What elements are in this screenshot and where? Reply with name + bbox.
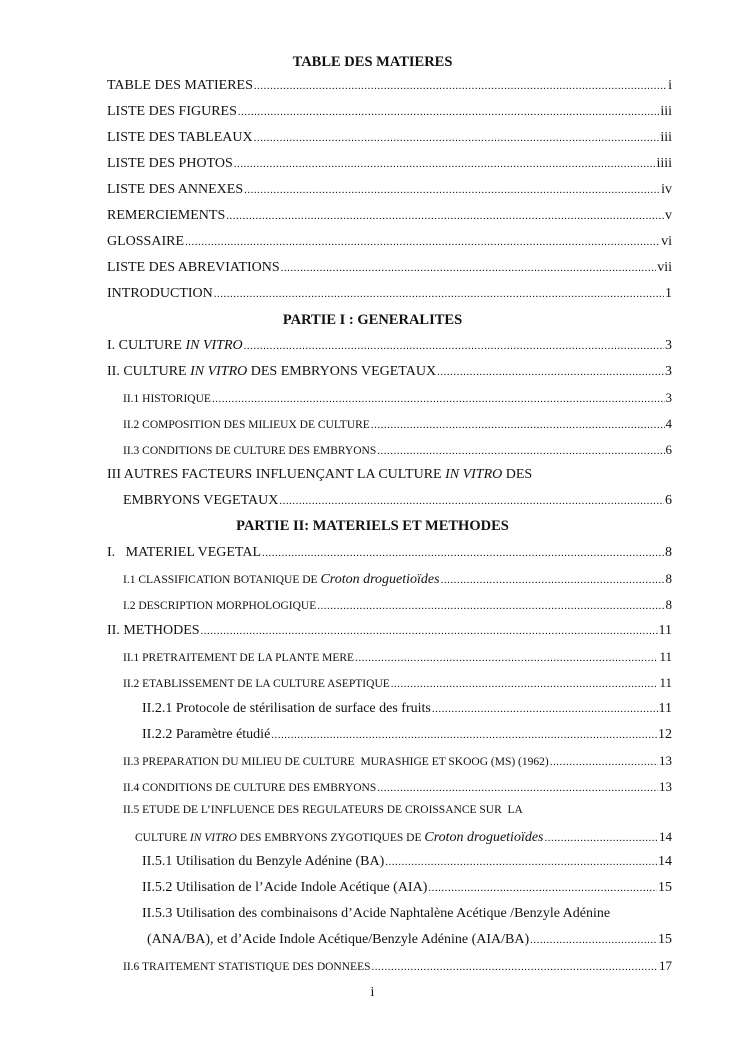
toc-entry-page: 14 xyxy=(659,829,672,844)
toc-entry[interactable] xyxy=(135,829,672,847)
dot-leader xyxy=(185,234,660,250)
toc-entry[interactable] xyxy=(123,779,672,797)
toc-entry-page: 17 xyxy=(659,958,672,973)
toc-entry[interactable] xyxy=(123,416,672,434)
toc-entry-title: REMERCIEMENTS xyxy=(107,208,226,223)
toc-entry-page: 13 xyxy=(659,779,672,794)
dot-leader xyxy=(254,130,660,146)
toc-entry[interactable] xyxy=(107,234,672,252)
toc-entry[interactable] xyxy=(142,727,672,745)
dot-leader xyxy=(385,854,657,870)
toc-entry[interactable] xyxy=(107,182,672,200)
toc-entry-title: LISTE DES FIGURES xyxy=(107,104,237,119)
page-number-footer: i xyxy=(370,985,375,1000)
toc-entry-title: II.4 CONDITIONS DE CULTURE DES EMBRYONS xyxy=(123,782,377,794)
toc-entry-page: 12 xyxy=(658,727,672,742)
dot-leader xyxy=(271,727,657,743)
toc-entry-page: i xyxy=(668,78,672,93)
toc-entry-title: I. MATERIEL VEGETAL xyxy=(107,545,262,560)
toc-entry[interactable] xyxy=(107,338,672,356)
toc-entry[interactable] xyxy=(123,958,672,976)
toc-entry-title: (ANA/BA), et d’Acide Indole Acétique/Benzyle Adénine (AIA/BA) xyxy=(147,932,530,947)
toc-entry-title: II.5.2 Utilisation de l’Acide Indole Acétique (AIA) xyxy=(142,880,428,895)
toc-entry[interactable] xyxy=(107,545,672,563)
toc-entry[interactable] xyxy=(123,675,672,693)
part-heading: PARTIE I : GENERALITES xyxy=(282,312,463,328)
toc-entry[interactable] xyxy=(123,493,672,511)
toc-entry-page: 1 xyxy=(665,286,672,301)
toc-entry[interactable] xyxy=(107,130,672,148)
dot-leader xyxy=(234,156,656,172)
toc-entry[interactable] xyxy=(147,932,672,950)
page-title: TABLE DES MATIERES xyxy=(292,54,453,70)
toc-entry-title: II.2 ETABLISSEMENT DE LA CULTURE ASEPTIQUE xyxy=(123,678,390,690)
toc-entry-title: II.1 PRETRAITEMENT DE LA PLANTE MERE xyxy=(123,652,355,664)
toc-entry-page: 15 xyxy=(658,880,672,895)
dot-leader xyxy=(226,208,664,224)
dot-leader xyxy=(437,364,664,380)
toc-entry-page: iiii xyxy=(656,156,672,171)
toc-entry-page: 11 xyxy=(658,623,672,638)
toc-entry[interactable] xyxy=(142,854,672,872)
toc-entry[interactable] xyxy=(107,208,672,226)
toc-entry-title: II.5.1 Utilisation du Benzyle Adénine (BA) xyxy=(142,854,385,869)
toc-entry-title: CULTURE IN VITRO DES EMBRYONS ZYGOTIQUES DE Croton droguetioïdes xyxy=(135,830,544,845)
toc-entry[interactable] xyxy=(142,880,672,898)
toc-entry-title-line[interactable]: III AUTRES FACTEURS INFLUENÇANT LA CULTURE IN VITRO DES xyxy=(107,467,533,482)
toc-entry-title: I. CULTURE IN VITRO xyxy=(107,338,243,353)
toc-entry-page: 6 xyxy=(665,442,672,457)
dot-leader xyxy=(244,338,664,354)
toc-entry-title: II.3 PREPARATION DU MILIEU DE CULTURE MURASHIGE ET SKOOG (MS) (1962) xyxy=(123,756,549,768)
part-heading: PARTIE II: MATERIELS ET METHODES xyxy=(236,518,509,534)
dot-leader xyxy=(281,260,657,276)
dot-leader xyxy=(262,545,664,561)
dot-leader xyxy=(428,880,657,896)
toc-entry[interactable] xyxy=(123,649,672,667)
dot-leader xyxy=(432,701,658,717)
toc-entry-title: TABLE DES MATIERES xyxy=(107,78,253,93)
dot-leader xyxy=(550,756,658,768)
toc-entry[interactable] xyxy=(123,571,672,589)
dot-leader xyxy=(372,961,659,973)
toc-entry[interactable] xyxy=(123,597,672,615)
toc-entry-title: LISTE DES ABREVIATIONS xyxy=(107,260,280,275)
toc-entry[interactable] xyxy=(107,78,672,96)
toc-entry-title: I.2 DESCRIPTION MORPHOLOGIQUE xyxy=(123,600,317,612)
toc-entry-page: 3 xyxy=(665,364,672,379)
toc-entry[interactable] xyxy=(107,156,672,174)
toc-entry-page: 8 xyxy=(665,597,672,612)
dot-leader xyxy=(279,493,664,509)
toc-entry-title: II.2 COMPOSITION DES MILIEUX DE CULTURE xyxy=(123,419,370,431)
dot-leader xyxy=(244,182,660,198)
toc-entry-page: 14 xyxy=(658,854,672,869)
toc-entry-title: II.6 TRAITEMENT STATISTIQUE DES DONNEES xyxy=(123,961,371,973)
dot-leader xyxy=(355,652,658,664)
toc-entry-title: II. CULTURE IN VITRO DES EMBRYONS VEGETAUX xyxy=(107,364,437,379)
dot-leader xyxy=(391,678,659,690)
toc-entry-page: 11 xyxy=(658,701,672,716)
toc-entry-title: EMBRYONS VEGETAUX xyxy=(123,493,279,508)
dot-leader xyxy=(214,286,664,302)
toc-entry-page: 8 xyxy=(665,545,672,560)
toc-entry-page: 15 xyxy=(658,932,672,947)
toc-entry-page: iv xyxy=(661,182,672,197)
toc-entry-title: LISTE DES PHOTOS xyxy=(107,156,233,171)
toc-entry-page: 3 xyxy=(665,338,672,353)
toc-entry-title: LISTE DES TABLEAUX xyxy=(107,130,253,145)
toc-entry-title: II. METHODES xyxy=(107,623,200,638)
toc-entry-title: II.1 HISTORIQUE xyxy=(123,393,211,405)
dot-leader xyxy=(530,932,657,948)
toc-entry[interactable] xyxy=(142,701,672,719)
toc-entry-page: 8 xyxy=(665,571,672,586)
toc-entry-title: LISTE DES ANNEXES xyxy=(107,182,244,197)
toc-entry-page: 6 xyxy=(665,493,672,508)
toc-entry-title: I.1 CLASSIFICATION BOTANIQUE DE Croton droguetioïdes xyxy=(123,572,440,587)
dot-leader xyxy=(254,78,667,94)
toc-entry[interactable] xyxy=(107,286,672,304)
dot-leader xyxy=(377,782,658,794)
toc-entry[interactable] xyxy=(107,104,672,122)
toc-entry-page: 3 xyxy=(665,390,672,405)
dot-leader xyxy=(545,832,659,844)
dot-leader xyxy=(212,393,665,405)
toc-entry[interactable] xyxy=(123,753,672,771)
toc-entry[interactable] xyxy=(107,260,672,278)
toc-entry-page: 11 xyxy=(659,649,672,664)
dot-leader xyxy=(441,574,665,586)
toc-entry[interactable] xyxy=(107,364,672,382)
toc-entry-page: v xyxy=(665,208,672,223)
toc-entry-title: II.3 CONDITIONS DE CULTURE DES EMBRYONS xyxy=(123,445,377,457)
toc-entry-title: INTRODUCTION xyxy=(107,286,213,301)
dot-leader xyxy=(201,623,658,639)
toc-entry[interactable] xyxy=(107,623,672,641)
dot-leader xyxy=(377,445,664,457)
toc-entry[interactable] xyxy=(123,442,672,460)
toc-entry-page: iii xyxy=(660,130,672,145)
toc-entry-title: II.2.2 Paramètre étudié xyxy=(142,727,271,742)
dot-leader xyxy=(371,419,665,431)
toc-entry-title: II.2.1 Protocole de stérilisation de surface des fruits xyxy=(142,701,431,716)
toc-entry[interactable] xyxy=(123,390,672,408)
toc-entry-page: 13 xyxy=(659,753,672,768)
dot-leader xyxy=(238,104,659,120)
toc-entry-title-line[interactable]: II.5 ETUDE DE L’INFLUENCE DES REGULATEURS DE CROISSANCE SUR LA xyxy=(123,804,523,816)
dot-leader xyxy=(317,600,664,612)
toc-entry-page: 11 xyxy=(659,675,672,690)
toc-entry-page: iii xyxy=(660,104,672,119)
toc-entry-title: GLOSSAIRE xyxy=(107,234,185,249)
toc-entry-page: vi xyxy=(661,234,672,249)
toc-entry-title-line[interactable]: II.5.3 Utilisation des combinaisons d’Acide Naphtalène Acétique /Benzyle Adénine xyxy=(142,906,611,921)
toc-entry-page: 4 xyxy=(665,416,672,431)
toc-entry-page: vii xyxy=(657,260,672,275)
